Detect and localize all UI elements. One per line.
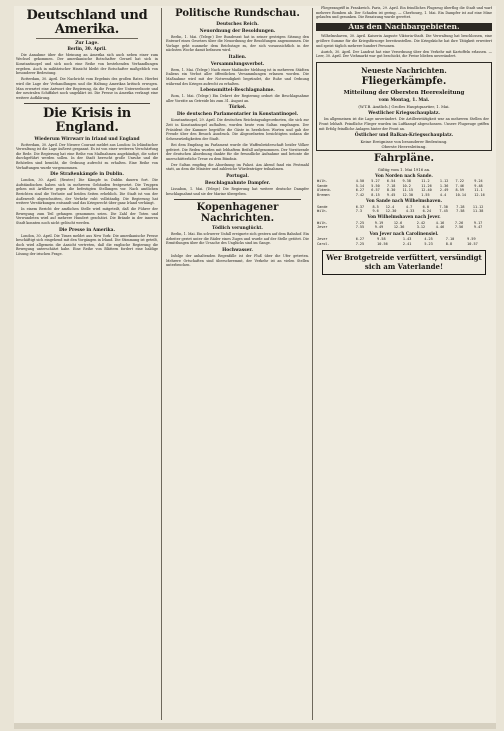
- station-name: Jever: [317, 225, 328, 230]
- departure-time: 4.16: [435, 220, 445, 225]
- departure-time: 6.37: [355, 204, 365, 209]
- headline-fahrplaene: Fahrpläne.: [374, 153, 434, 165]
- station-name: Bremen: [317, 192, 330, 197]
- departure-time: 9.45: [386, 192, 396, 197]
- timetable-validity: Gültig vom 1. Mai 1916 an.: [377, 166, 431, 172]
- departure-time: 10.56: [377, 241, 388, 246]
- departure-time: 12.36: [393, 225, 405, 230]
- departure-time: 11.26: [421, 183, 432, 188]
- departure-time: 12.16: [474, 192, 485, 197]
- departure-time: 7.26: [454, 220, 464, 225]
- departure-time: 1.36: [439, 183, 449, 188]
- departure-time: 3.12: [416, 225, 426, 230]
- article-paragraph: London, 30. April. (Reuter.) Die Kämpfe in Dublin dauern fort. Die Aufständischen haben sich in mehreren Gebäuden festgesetzt. Die Truppen gehen mit Artillerie gegen die befestigten Stellungen vor. Nach amtlichen Berichten sind die Verluste auf beiden Seiten erheblich. Die Stadt ist von der Außenwelt abgeschnitten, der Verkehr ruht vollständig. Die Regierung hat weitere Verstärkungen entsandt und das Kriegsrecht über ganz Irland verhängt.: [16, 178, 158, 206]
- subhead-presse-amerika: Die Presse in Amerika.: [58, 227, 116, 233]
- headline-nachrichten: Kopenhagener Nachrichten.: [196, 202, 279, 224]
- article-paragraph: Infolge der anhaltenden Regenfälle ist der Fluß über die Ufer getreten. Mehrere Ortschaften sind überschwemmt, der Verkehr ist an vielen Stellen unterbrochen.: [166, 253, 309, 268]
- station-name: Wilh.: [317, 208, 328, 213]
- departure-time: 8.5: [372, 204, 379, 209]
- departure-time: 9.6: [372, 208, 379, 213]
- departure-time: 7.45: [439, 208, 448, 213]
- departure-time: 11.1: [474, 188, 483, 193]
- departure-time: 7.58: [456, 208, 465, 213]
- article-paragraph: Bei dem Empfang im Parlament wurde die Waffenbrüderschaft beider Völker gefeiert. Die Reden wurden mit lebhaftem Beifall aufgenommen. Der Vorsitzende der deutschen Abordnung dankte für die freundliche Aufnahme und betonte die unerschütterliche Treue zu dem Bündnis.: [166, 142, 309, 161]
- timetable-3: [316, 221, 492, 230]
- departure-time: 7.25: [355, 220, 365, 225]
- dateline: Berlin, 30. April.: [67, 46, 107, 52]
- departure-time: 6.27: [355, 237, 365, 242]
- subhead-portugal: Portugal.: [226, 173, 249, 179]
- article-paragraph: Konstantinopel, 29. April. Die deutschen Reichstagsabgeordneten, die sich zur Zeit in Konstantinopel aufhalten, wurden heute vom Sultan empfangen. Der Präsident der Kammer begrüßte die Gäste in herzlichen Worten und gab der Freude über den Besuch Ausdruck. Die Abgeordneten besichtigten sodann die Sehenswürdigkeiten der Stadt.: [166, 118, 309, 141]
- departure-time: 9.59: [467, 237, 476, 242]
- subhead-zur-lage: Zur Lage.: [75, 41, 99, 47]
- subhead-dampfer: Beschlagnahmte Dampfer.: [204, 180, 271, 186]
- timetable-row: [316, 193, 492, 197]
- timetable-row: [316, 225, 492, 229]
- departure-time: 12.4: [385, 204, 395, 209]
- departure-time: 7.42: [355, 192, 365, 197]
- departure-time: 7.10: [445, 237, 455, 242]
- departure-time: 12.30: [402, 192, 413, 197]
- departure-time: 1.55: [421, 192, 430, 197]
- departure-time: 1.12: [439, 179, 449, 184]
- subhead-verungluekt: Tödlich verunglückt.: [212, 226, 263, 232]
- departure-time: 9.19: [374, 220, 384, 225]
- timetable-title: Von Norden nach Sande.: [375, 172, 433, 178]
- column-rule: [161, 8, 162, 720]
- article-paragraph: Die Annahme über die Meinung an Amerika sich auch neben einer zum Wechsel gekommen. Der amerikanische Botschafter Gerard hat sich in Konstantinopel und sich noch eine Reihe von bestehenden Verhandlungen ergeben. Auch in militärischer Hinsicht bleibt der Botschafter maßgeblich von besonderer Bedeutung.: [16, 52, 158, 76]
- departure-time: 9.17: [473, 220, 483, 225]
- article-paragraph: Bern, 1. Mai. (Telegr.) Nach einer Mailänder Meldung ist in mehreren Städten Italiens ein Verbot aller öffentlichen Versammlungen erlassen worden. Die Maßnahme wird mit der Notwendigkeit begründet, die Ruhe und Ordnung während des Krieges aufrecht zu erhalten.: [166, 67, 309, 86]
- newspaper-page: [14, 6, 496, 723]
- station-name: Wilh.: [317, 179, 328, 184]
- departure-time: 11.38: [472, 208, 484, 213]
- departure-time: 2.42: [416, 220, 426, 225]
- subhead-westlicher: Westlicher Kriegsschauplatz.: [368, 111, 440, 117]
- departure-time: 7.25: [355, 241, 365, 246]
- article-paragraph: Berlin, 1. Mai. (Telegr.) Der Bundesrat hat in seiner gestrigen Sitzung den Entwurf eines Gesetzes über die Neuordnung der Besoldungen angenommen. Die Vorlage geht nunmehr dem Reichstage zu, der sich voraussichtlich in der nächsten Woche damit befassen wird.: [166, 34, 309, 53]
- subhead-italien: Italien.: [228, 54, 247, 60]
- departure-time: 7.46: [455, 183, 464, 188]
- departure-time: 1.43: [402, 237, 412, 242]
- divider: [174, 199, 301, 200]
- departure-time: 6.54: [386, 179, 396, 184]
- article-paragraph: London, 30. April. Die Times meldet aus New York: Die amerikanische Presse beschäftigt sich eingehend mit den Vorgängen in Irland. Die Stimmung ist geteilt, doch wird allgemein die Ansicht vertreten, daß die englische Regierung die Bewegung unterschätzt habe. Eine Reihe von Blättern fordert eine baldige Lösung der irischen Frage.: [16, 233, 158, 256]
- column-2: [166, 6, 309, 723]
- departure-time: 4.50: [355, 179, 365, 184]
- timetable-title: Von Wilhelmshaven nach Jever.: [367, 214, 441, 220]
- article-paragraph: Berlin, 1. Mai. Ein schwerer Unfall ereignete sich gestern auf dem Bahnhof. Ein Arbeiter geriet unter die Räder eines Zuges und wurde auf der Stelle getötet. Die Ermittlungen über die Ursache des Unglücks sind im Gange.: [166, 232, 309, 246]
- divider: [24, 103, 150, 104]
- departure-time: 6.24: [422, 208, 432, 213]
- subhead-oestlicher: Östlicher und Balkan-Kriegsschauplatz.: [354, 133, 454, 139]
- departure-time: 2.49: [439, 188, 449, 193]
- departure-time: 8.8: [445, 241, 453, 246]
- departure-time: 4.4: [439, 192, 447, 197]
- article-paragraph: Der Sultan empfing die Abordnung im Palast. Am Abend fand ein Festmahl statt, an dem die Minister und zahlreiche Würdenträger teilnahmen.: [166, 162, 309, 172]
- article-paragraph: Fliegerangriff in Frankreich. Paris, 29. April. Ein feindliches Flugzeug überflog die Stadt und warf mehrere Bomben ab. Der Schaden ist gering. — Cherbourg, 1. Mai. Ein Dampfer ist auf eine Mine gelaufen und gesunken. Die Besatzung wurde gerettet.: [316, 6, 492, 20]
- departure-time: 7.3: [355, 208, 363, 213]
- departure-time: 2.41: [402, 241, 412, 246]
- page-edge: [14, 723, 496, 729]
- timetable-4: [316, 237, 492, 246]
- headline-neueste-nachrichten: Neueste Nachrichten.: [361, 65, 447, 75]
- headline-fliegerkaempfe: Fliegerkämpfe.: [361, 76, 447, 88]
- station-name: Wilh.: [317, 220, 328, 225]
- departure-time: 10.14: [455, 192, 467, 197]
- report-source: (W.T.B. Amtlich.) Großes Hauptquartier, 1. Mai.: [358, 104, 450, 110]
- headline-politische-rundschau: Politische Rundschau.: [175, 8, 300, 19]
- column-3: [316, 6, 492, 723]
- departure-time: 12.6: [393, 220, 403, 225]
- report-note: Keine Ereignisse von besonderer Bedeutung.: [360, 139, 448, 145]
- departure-time: 9.47: [473, 225, 483, 230]
- departure-time: 8.30: [386, 188, 396, 193]
- departure-time: 4.46: [435, 225, 445, 230]
- column-rule: [312, 8, 313, 720]
- timetable-2: [316, 205, 492, 214]
- headline-heeresleitung: Mitteilung der Obersten Heeresleitung: [343, 89, 465, 96]
- subhead-hochwasser: Hochwasser.: [222, 247, 253, 253]
- subhead-tuerkei: Türkei.: [228, 105, 247, 111]
- departure-time: 6.57: [371, 188, 380, 193]
- subhead-strassenkaempfe-dublin: Die Straßenkämpfe in Dublin.: [50, 172, 124, 178]
- departure-time: 9.48: [474, 183, 483, 188]
- article-paragraph: Rom, 1. Mai. (Telegr.) Ein Dekret der Regierung ordnet die Beschlagnahme aller Vorräte an Getreide bis zum 31. August an.: [166, 94, 309, 103]
- banner-nachbargebieten: Aus den Nachbargebieten.: [316, 23, 492, 32]
- timetable-1: [316, 179, 492, 197]
- departure-time: 7.30: [439, 204, 448, 209]
- headline-deutschland-amerika: Deutschland und Amerika.: [26, 8, 148, 37]
- subhead-versammlungsverbot: Versammlungsverbot.: [210, 61, 265, 67]
- departure-time: 9.24: [474, 179, 483, 184]
- departure-time: 7.28: [456, 204, 465, 209]
- departure-time: 5.27: [371, 179, 380, 184]
- article-paragraph: In einem Bericht der amtlichen Stelle wird mitgeteilt, daß die Führer der Bewegung zum Teil gefangen genommen seien. Die Zahl der Toten und Verwundeten wird auf mehrere Hundert geschätzt. Die Brände in der inneren Stadt konnten noch nicht gelöscht werden.: [16, 207, 158, 225]
- departure-time: 11.2: [421, 179, 430, 184]
- departure-time: 12.30: [385, 208, 397, 213]
- departure-time: 6.27: [355, 188, 365, 193]
- departure-time: 5.14: [355, 183, 365, 188]
- departure-time: 6.0: [422, 204, 429, 209]
- station-name: Jever: [317, 237, 328, 242]
- station-name: Oldenb.: [317, 188, 332, 193]
- subhead-parlamentarier: Die deutschen Parlamentarier in Konstantinopel.: [176, 112, 299, 118]
- report-signature: Oberste Heeresleitung.: [381, 144, 427, 150]
- subhead-besoldungen: Neuordnung der Besoldungen.: [199, 28, 276, 34]
- departure-time: 11.12: [472, 204, 484, 209]
- article-paragraph: Rotterdam, 30. April. Der Nieuwe Courant meldet aus London: In Irländischer Verwaltung ist die Lage äußerst gespannt. Es ist von einer weiteren Verschärfung die Rede. Die Regierung hat eine Reihe von Maßnahmen angekündigt, die sofort durchgeführt werden sollen. In der Stadt herrscht große Unruhe und die Behörden sind bemüht, die Ordnung aufrecht zu erhalten. Eine Reihe von Verhaftungen wurde vorgenommen.: [16, 142, 158, 170]
- subhead-deutsches-reich: Deutsches Reich.: [216, 21, 259, 27]
- departure-time: 7.56: [454, 225, 464, 230]
- timetable-row: [316, 242, 492, 246]
- subhead-beschlagnahme: Lebensmittel-Beschlagnahme.: [200, 88, 275, 94]
- departure-time: 8.59: [455, 188, 464, 193]
- article-paragraph: Aurich, 30. April. Der Landrat hat eine Verordnung über den Verkehr mit Kartoffeln erlassen. — Leer, 30. April. Der Viehmarkt war gut beschickt, die Preise blieben unverändert.: [316, 49, 492, 59]
- timetable-title: Von Jever nach Carolinensiel.: [369, 230, 439, 236]
- headline-krisis-england: Die Krisis in England.: [43, 106, 131, 135]
- departure-time: 4.25: [424, 237, 433, 242]
- divider: [36, 38, 138, 39]
- article-paragraph: Lissabon, 1. Mai. (Telegr.) Die Regierung hat weitere deutsche Dampfer beschlagnahmt und sie der Marine übergeben.: [166, 186, 309, 196]
- departure-time: 7.18: [386, 183, 396, 188]
- article-paragraph: Wilhelmshaven, 30. April. Kaiserin Auguste Viktoria-Stadt. Die Verwaltung hat beschlossen, eine größere Summe für die Kriegsfürsorge bereitzustellen. Die Kriegsküche hat ihre Tätigkeit erweitert und speist täglich mehrere hundert Personen.: [316, 34, 492, 48]
- departure-time: 5.23: [424, 241, 433, 246]
- departure-time: 10.57: [467, 241, 478, 246]
- departure-time: 4.7: [405, 204, 413, 209]
- article-paragraph: Rotterdam, 30. April. Die Nachricht vom Ergebnis des großen Rates. Hierbei wird die Lage der Verhandlungen und die Haltung Amerikas kritisch erwogen. Man erwartet eine Antwort der Regierung, da die Frage der Unterseeboote und der neutralen Schiffahrt noch ungeklärt ist. Die Presse in Amerika verlangt eine weitere Aufklärung.: [16, 77, 158, 100]
- latest-news-box: [316, 62, 492, 151]
- departure-time: 9.58: [377, 237, 386, 242]
- timetable-row: [316, 209, 492, 213]
- departure-time: 9.38: [402, 179, 411, 184]
- departure-time: 4.33: [405, 208, 415, 213]
- station-name: Sande: [317, 204, 328, 209]
- column-1: [16, 6, 158, 723]
- station-name: Carol.: [317, 241, 330, 246]
- departure-time: 10.2: [402, 183, 411, 188]
- departure-time: 5.50: [371, 183, 380, 188]
- departure-time: 7.55: [355, 225, 365, 230]
- departure-time: 12.40: [421, 188, 432, 193]
- departure-time: 8.15: [371, 192, 380, 197]
- departure-time: 11.15: [402, 188, 413, 193]
- departure-time: 9.49: [374, 225, 384, 230]
- timetable-title: Von Sande nach Wilhelmshaven.: [365, 197, 443, 203]
- subhead-wirrwarr: Wiederum Wirrwarr in Irland und England: [34, 136, 140, 142]
- subhead-date: vom Montag, 1. Mai.: [378, 98, 430, 104]
- report-paragraph: Im allgemeinen ist die Lage unverändert. Die Artillerietätigkeit war an mehreren Stellen der Front lebhaft. Feindliche Flieger wurden im Luftkampf abgeschossen. Unsere Flugzeuge griffen mit Erfolg feindliche Anlagen hinter der Front an.: [319, 117, 489, 131]
- appeal-box: Wer Brotgetreide verfüttert, versündigt sich am Vaterlande!: [322, 250, 486, 275]
- departure-time: 7.22: [455, 179, 464, 184]
- station-name: Sande: [317, 183, 328, 188]
